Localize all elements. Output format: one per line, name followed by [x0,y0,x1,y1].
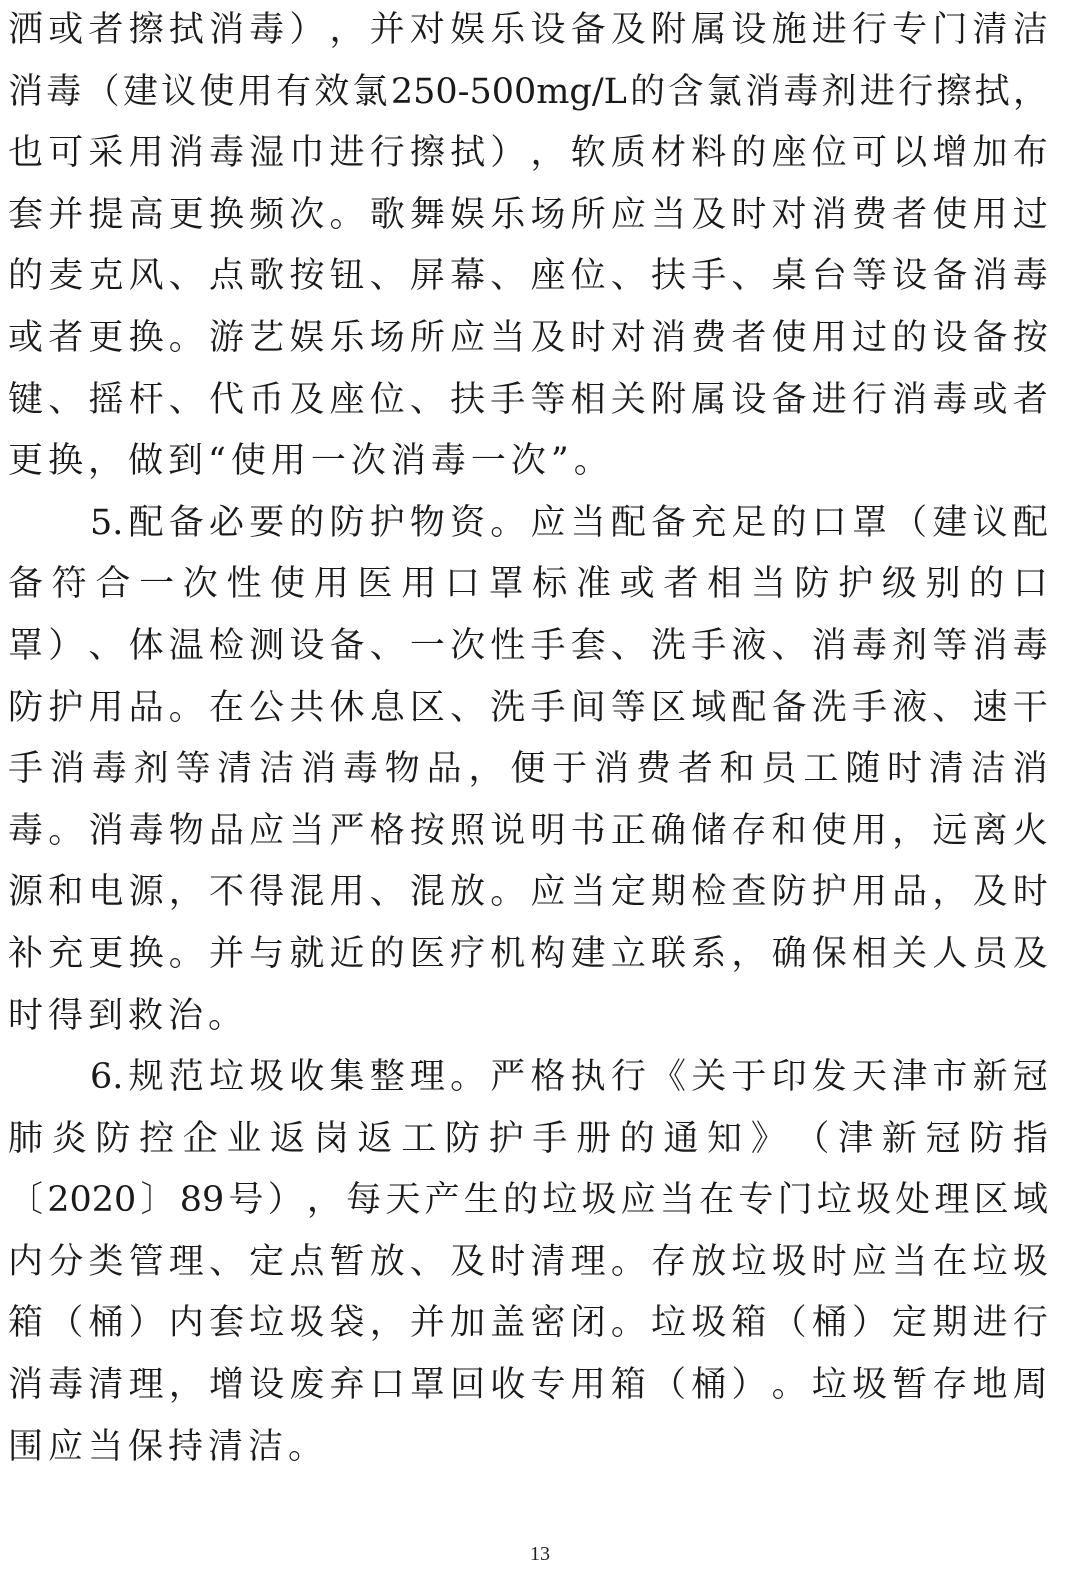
text-line: 补 充 更 换 。 并 与 就 近 的 医 疗 机 构 建 立 联 系 ， 确 保 相 关 人 员 及 [8,933,1048,974]
text-line: 源 和 电 源 ， 不 得 混 用 、 混 放 。 应 当 定 期 检 查 防 护 用 品 ， 及 时 [8,872,1048,913]
body-text [8,0,1048,1478]
text-line: 手 消 毒 剂 等 清 洁 消 毒 物 品 ， 便 于 消 费 者 和 员 工 随 时 清 洁 消 [8,749,1048,790]
text-line: 备 符 合 一 次 性 使 用 医 用 口 罩 标 准 或 者 相 当 防 护 级 别 的 口 [8,564,1048,605]
text-line: 也 可 采 用 消 毒 湿 巾 进 行 擦 拭 ） ， 软 质 材 料 的 座 位 可 以 增 加 布 [8,133,1048,174]
text-line: 内 分 类 管 理 、 定 点 暂 放 、 及 时 清 理 。 存 放 垃 圾 时 应 当 在 垃 圾 [8,1241,1048,1282]
text-line: 防 护 用 品 。 在 公 共 休 息 区 、 洗 手 间 等 区 域 配 备 洗 手 液 、 速 干 [8,687,1048,728]
text-line: 毒 。 消 毒 物 品 应 当 严 格 按 照 说 明 书 正 确 储 存 和 使 用 ， 远 离 火 [8,810,1048,851]
text-line: 围应当保持清洁。 [8,1426,329,1467]
text-line: 〔 2020 〕 89 号 ） ， 每 天 产 生 的 垃 圾 应 当 在 专 门 垃 圾 处 理 区 域 [8,1180,1048,1221]
text-line: 消 毒 （ 建 议 使 用 有 效 氯 250-500mg/L 的 含 氯 消 毒 剂 进 行 擦 拭 ， [8,71,1048,112]
text-line: 5. 配 备 必 要 的 防 护 物 资 。 应 当 配 备 充 足 的 口 罩 （ 建 议 配 [90,502,1048,543]
text-line: 套 并 提 高 更 换 频 次 。 歌 舞 娱 乐 场 所 应 当 及 时 对 消 费 者 使 用 过 [8,194,1048,235]
text-line: 的 麦 克 风 、 点 歌 按 钮 、 屏 幕 、 座 位 、 扶 手 、 桌 台 等 设 备 消 毒 [8,256,1048,297]
text-line: 罩 ） 、 体 温 检 测 设 备 、 一 次 性 手 套 、 洗 手 液 、 消 毒 剂 等 消 毒 [8,625,1048,666]
text-line: 肺 炎 防 控 企 业 返 岗 返 工 防 护 手 册 的 通 知 》 （ 津 新 冠 防 指 [8,1118,1048,1159]
text-line: 6. 规 范 垃 圾 收 集 整 理 。 严 格 执 行 《 关 于 印 发 天 津 市 新 冠 [90,1057,1048,1098]
text-line: 更换，做到“使用一次消毒一次”。 [8,441,614,482]
text-line: 键 、 摇 杆 、 代 币 及 座 位 、 扶 手 等 相 关 附 属 设 备 进 行 消 毒 或 者 [8,379,1048,420]
page-number: 13 [530,1543,550,1565]
text-line: 时得到救治。 [8,995,249,1036]
text-line: 箱 （ 桶 ） 内 套 垃 圾 袋 ， 并 加 盖 密 闭 。 垃 圾 箱 （ 桶 ） 定 期 进 行 [8,1303,1048,1344]
text-line: 消 毒 清 理 ， 增 设 废 弃 口 罩 回 收 专 用 箱 （ 桶 ） 。 垃 圾 暂 存 地 周 [8,1365,1048,1406]
text-line: 洒 或 者 擦 拭 消 毒 ） ， 并 对 娱 乐 设 备 及 附 属 设 施 进 行 专 门 清 洁 [8,10,1048,50]
text-line: 或 者 更 换 。 游 艺 娱 乐 场 所 应 当 及 时 对 消 费 者 使 用 过 的 设 备 按 [8,317,1048,358]
